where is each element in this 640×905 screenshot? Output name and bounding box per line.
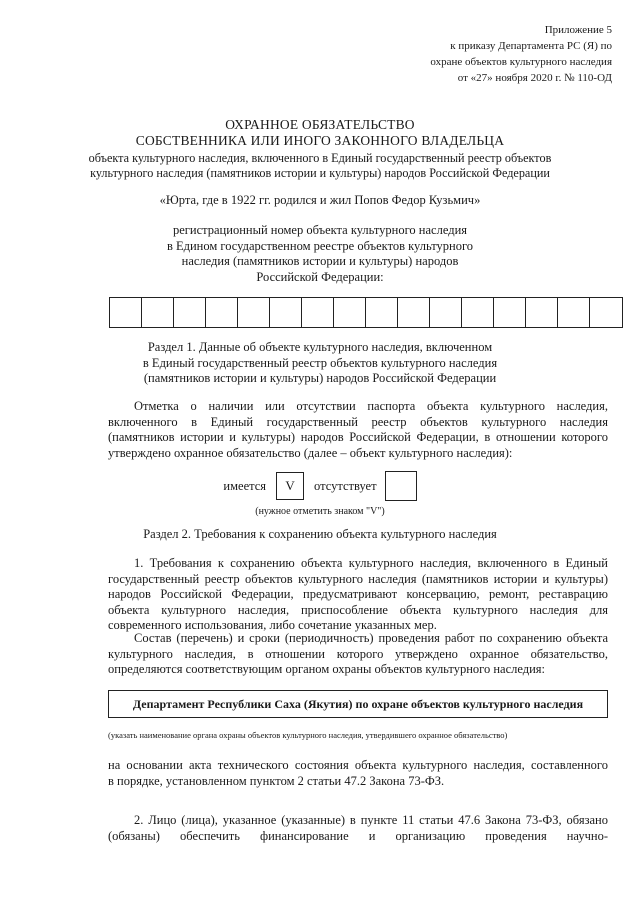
requirements-line: 1. Требования к сохранению объекта культурного наследия, включенного в Единый (134, 556, 608, 570)
basis-line: в порядке, установленном пунктом 2 статьи 47.2 Закона 73-ФЗ. (108, 773, 445, 788)
passport-paragraph (108, 399, 608, 461)
document-title-line1: ОХРАННОЕ ОБЯЗАТЕЛЬСТВО (225, 117, 415, 132)
section1-heading (0, 340, 640, 387)
appendix-line: Приложение 5 (544, 24, 612, 36)
works-line: Состав (перечень) и сроки (периодичность) проведения работ по сохранению объекта (134, 631, 608, 645)
reg-cell[interactable] (494, 298, 526, 327)
section2-heading: Раздел 2. Требования к сохранению объекта культурного наследия (143, 527, 497, 541)
passport-line: (памятников истории и культуры) народов Российской Федерации, в отношении которого (108, 430, 608, 444)
passport-has-label: имеется (223, 478, 267, 493)
reg-cell[interactable] (366, 298, 398, 327)
obligation-line: (обязаны) обеспечить финансирование и организацию проведения научно- (108, 828, 608, 843)
section1-line: Раздел 1. Данные об объекте культурного наследия, включенном (147, 340, 493, 354)
registration-line: Российской Федерации: (256, 269, 384, 284)
appendix-header (430, 22, 612, 86)
works-line: определяются соответствующим органом охраны объектов культурного наследия: (108, 662, 546, 676)
passport-line: Отметка о наличии или отсутствии паспорта объекта культурного наследия, (134, 399, 608, 413)
requirements-line: современного использования, либо сочетание указанных мер. (108, 618, 437, 632)
registration-line: наследия (памятников истории и культуры) народов (181, 254, 459, 268)
reg-cell[interactable] (526, 298, 558, 327)
obligation-line: 2. Лицо (лица), указанное (указанные) в пункте 11 статьи 47.6 Закона 73-ФЗ, обязано (134, 813, 608, 827)
reg-cell[interactable] (142, 298, 174, 327)
passport-line: утверждено охранное обязательство (далее – объект культурного наследия): (108, 445, 513, 460)
reg-cell[interactable] (174, 298, 206, 327)
works-paragraph (108, 631, 608, 678)
section1-line: в Единый государственный реестр объектов культурного наследия (142, 355, 498, 370)
reg-cell[interactable] (462, 298, 494, 327)
reg-cell[interactable] (334, 298, 366, 327)
obligation-paragraph (108, 813, 608, 844)
appendix-line: от «27» ноября 2020 г. № 110-ОД (457, 72, 612, 84)
passport-line: включенного в Единый государственный реестр объектов культурного наследия (108, 414, 608, 429)
requirements-line: объекта культурного наследия, приспособление объекта культурного наследия для (108, 602, 608, 617)
passport-note: (нужное отметить знаком "V") (255, 506, 385, 517)
registration-line: регистрационный номер объекта культурного наследия (172, 223, 468, 237)
authority-name-box: Департамент Республики Саха (Якутия) по охране объектов культурного наследия (108, 690, 608, 718)
passport-absent-checkbox[interactable] (385, 471, 417, 501)
reg-cell[interactable] (238, 298, 270, 327)
subtitle-line: культурного наследия (памятников истории и культуры) народов Российской Федерации (90, 166, 550, 180)
section1-line: (памятников истории и культуры) народов Российской Федерации (143, 371, 497, 385)
reg-cell[interactable] (110, 298, 142, 327)
authority-note: (указать наименование органа охраны объектов культурного наследия, утвердившего охранное обязательство) (108, 730, 508, 740)
basis-line: на основании акта технического состояния объекта культурного наследия, составленного (108, 758, 608, 772)
reg-cell[interactable] (206, 298, 238, 327)
passport-absent-label: отсутствует (314, 478, 377, 493)
document-title-line2: СОБСТВЕННИКА ИЛИ ИНОГО ЗАКОННОГО ВЛАДЕЛЬЦА (135, 133, 505, 148)
document-subtitle (0, 151, 640, 181)
registration-caption (0, 223, 640, 285)
appendix-line: к приказу Департамента РС (Я) по (450, 40, 612, 52)
reg-cell[interactable] (302, 298, 334, 327)
registration-number-grid (109, 297, 623, 328)
object-name: «Юрта, где в 1922 гг. родился и жил Попов Федор Кузьмич» (159, 193, 481, 207)
passport-has-checkbox[interactable]: V (276, 472, 304, 500)
basis-paragraph (108, 758, 608, 789)
reg-cell[interactable] (430, 298, 462, 327)
reg-cell[interactable] (558, 298, 590, 327)
passport-mark-row (0, 471, 640, 501)
requirements-paragraph (108, 556, 608, 634)
reg-cell[interactable] (590, 298, 622, 327)
subtitle-line: объекта культурного наследия, включенного в Единый государственный реестр объектов (88, 151, 552, 165)
registration-line: в Едином государственном реестре объектов культурного (166, 238, 474, 253)
reg-cell[interactable] (270, 298, 302, 327)
requirements-line: государственный реестр объектов культурного наследия (памятников истории и культуры) (108, 571, 608, 586)
works-line: культурного наследия, в отношении которого утверждено охранное обязательство, (108, 646, 608, 661)
appendix-line: охране объектов культурного наследия (430, 56, 612, 68)
reg-cell[interactable] (398, 298, 430, 327)
requirements-line: народов Российской Федерации, предусматривают консервацию, ремонт, реставрацию (108, 587, 608, 601)
